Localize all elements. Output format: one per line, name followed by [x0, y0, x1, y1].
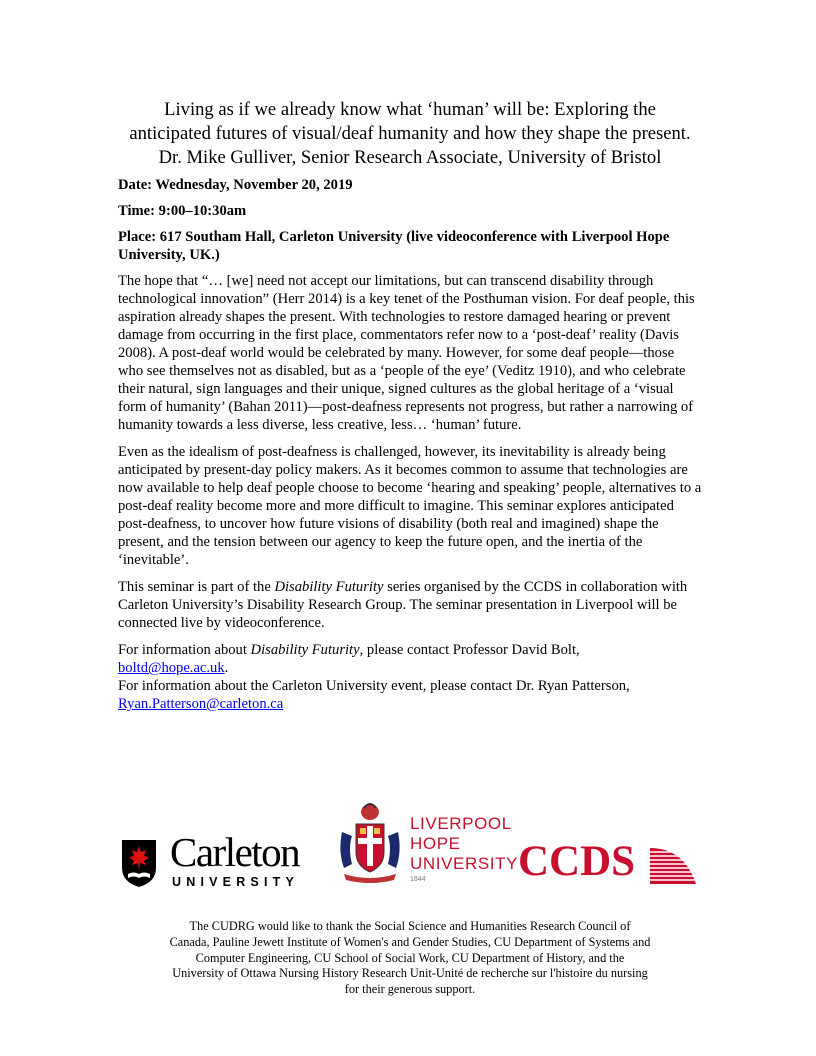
footer-line-3: Computer Engineering, CU School of Social Work, CU Department of History, and the	[195, 950, 625, 965]
hope-crest-icon	[334, 802, 406, 886]
contact-paragraph-1	[118, 641, 702, 677]
event-place: Place: 617 Southam Hall, Carleton University (live videoconference with Liverpool Hope University, UK.)	[118, 229, 670, 263]
event-time: Time: 9:00–10:30am	[118, 203, 247, 219]
carleton-university-label: UNIVERSITY	[172, 875, 300, 889]
footer-line-5: for their generous support.	[344, 982, 476, 997]
contact2-text: For information about the Carleton University event, please contact Dr. Ryan Patterson,	[118, 678, 630, 694]
sponsor-logos	[118, 800, 702, 910]
contact1-series: Disability Futurity	[250, 642, 360, 658]
patterson-email-link[interactable]: Ryan.Patterson@carleton.ca	[118, 696, 284, 712]
contact1-text-a: For information about	[118, 642, 251, 658]
carleton-shield-icon	[120, 838, 158, 888]
event-date: Date: Wednesday, November 20, 2019	[118, 177, 353, 193]
acknowledgement-footer	[118, 919, 702, 998]
ccds-wordmark: CCDS	[518, 838, 636, 885]
footer-line-2: Canada, Pauline Jewett Institute of Women's and Gender Studies, CU Department of Systems and	[169, 934, 651, 949]
footer-line-4: University of Ottawa Nursing History Research Unit-Unité de recherche sur l'histoire du nursing	[172, 966, 648, 981]
hope-wordmark	[410, 814, 518, 874]
hope-line-1: LIVERPOOL	[410, 814, 512, 833]
hope-founded-year: 1844	[410, 876, 426, 883]
series-text-b: series organised by the CCDS in collaboration with Carleton University’s Disability Research Group. The seminar presentation in Liverpool will be connected live by videoconference.	[118, 579, 688, 631]
abstract-paragraph-1: The hope that “… [we] need not accept our limitations, but can transcend disability through technological innovation” (Herr 2014) is a key tenet of the Posthuman vision. For deaf people, this aspiration already shapes the present. With technologies to restore damaged hearing or prevent damage from occurring in the first place, commentators refer now to a ‘post-deaf’ reality (Davis 2008). A post-deaf world would be celebrated by many. However, for some deaf people—those who see themselves not as disabled, but as a ‘people of the eye’ (Veditz 1910), and who celebrate their natural, sign languages and their unique, signed cultures as the global heritage of a ‘visual form of humanity’ (Bahan 2011)—post-deafness represents not progress, but rather a narrowing of humanity towards a less diverse, less creative, less… ‘human’ future.	[118, 273, 695, 433]
hope-line-2: HOPE	[410, 834, 461, 853]
series-paragraph	[118, 578, 702, 632]
contact1-text-b: , please contact Professor David Bolt,	[359, 642, 580, 658]
footer-line-1: The CUDRG would like to thank the Social Science and Humanities Research Council of	[189, 919, 631, 933]
contact1-dot: .	[224, 660, 229, 676]
abstract-paragraph-2: Even as the idealism of post-deafness is challenged, however, its inevitability is already being anticipated by present-day policy makers. As it becomes common to assume that technologies are now available to help deaf people choose to become ‘hearing and speaking’ people, alternatives to a post-deaf reality become more and more difficult to imagine. This seminar explores anticipated post-deafness, to uncover how future visions of disability (both real and imagined) shape the present, and the tension between our agency to keep the future open, and the inertia of the ‘inevitable’.	[118, 444, 702, 568]
series-name: Disability Futurity	[274, 579, 384, 595]
title-line-2: anticipated futures of visual/deaf humanity and how they shape the present.	[129, 123, 691, 144]
carleton-wordmark: Carleton	[170, 829, 300, 875]
page-title	[118, 98, 702, 170]
ccds-stripes-icon	[650, 848, 696, 884]
title-line-1: Living as if we already know what ‘human’ will be: Exploring the	[164, 99, 656, 120]
hope-line-3: UNIVERSITY	[410, 854, 519, 873]
contact-paragraph-2	[118, 677, 702, 713]
document-page	[118, 98, 702, 722]
speaker-line: Dr. Mike Gulliver, Senior Research Associate, University of Bristol	[158, 147, 662, 168]
bolt-email-link[interactable]: boltd@hope.ac.uk	[118, 660, 225, 676]
series-text-a: This seminar is part of the	[118, 579, 275, 595]
